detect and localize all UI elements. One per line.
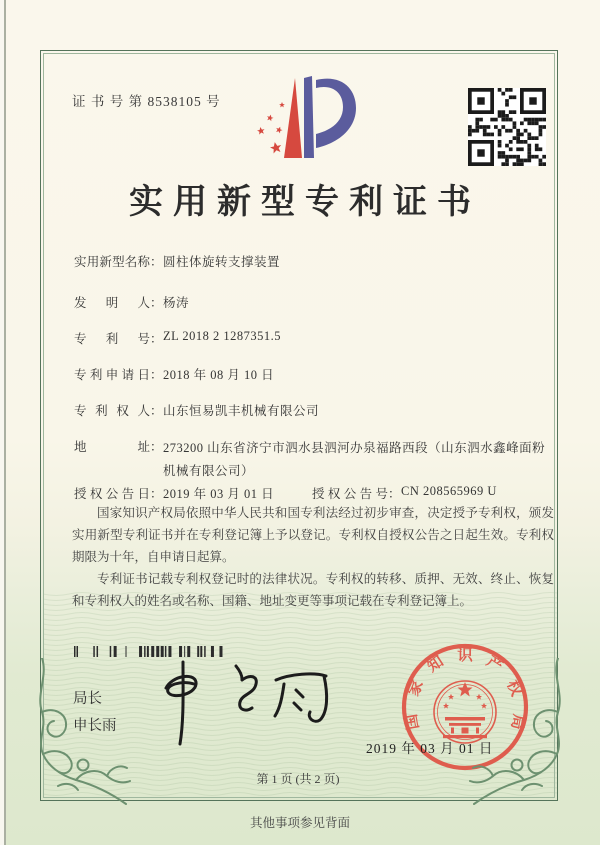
seal-char: 国	[402, 712, 423, 731]
field-row-address	[74, 437, 555, 483]
director-signature	[138, 650, 343, 755]
scan-paper-edge	[0, 0, 6, 845]
field-colon: ：	[150, 404, 163, 418]
director-name: 申长雨	[73, 718, 117, 734]
field-colon: ：	[150, 255, 163, 269]
seal-char: 知	[424, 652, 447, 676]
field-label: 专利权人	[74, 404, 150, 418]
field-colon: ：	[150, 487, 163, 501]
legal-paragraph: 国家知识产权局依照中华人民共和国专利法经过初步审查，决定授予专利权，颁发实用新型专利证书并在专利登记簿上予以登记。专利权自授权公告之日起生效。专利权期限为十年，自申请日起算。	[72, 506, 554, 564]
seal-char: 家	[405, 677, 427, 699]
field-colon: ：	[150, 296, 163, 310]
field-colon: ：	[150, 368, 163, 382]
field-value: 杨涛	[163, 296, 190, 310]
field-label: 授权公告号	[312, 487, 388, 501]
seal-char: 识	[457, 647, 473, 664]
field-value: 2019 年 03 月 01 日	[163, 487, 275, 501]
field-row-patent-no	[74, 329, 281, 347]
field-value: ZL 2018 2 1287351.5	[163, 329, 282, 343]
director-title: 局长	[73, 691, 102, 707]
field-label: 专利申请日	[74, 368, 150, 382]
grant-no-group	[312, 484, 497, 501]
cnipa-logo-icon	[246, 72, 361, 164]
certificate-title: 实用新型专利证书	[129, 184, 481, 221]
grant-date-group	[74, 484, 312, 502]
field-label: 授权公告日	[74, 487, 150, 501]
floral-ornament-icon	[28, 658, 133, 806]
legal-text-block	[72, 502, 554, 612]
field-colon: ：	[388, 487, 401, 501]
field-value: 273200 山东省济宁市泗水县泗河办泉福路西段（山东泗水鑫峰面粉机械有限公司）	[163, 441, 546, 478]
field-row-patentee	[74, 401, 319, 419]
page-number: 第 1 页 (共 2 页)	[256, 772, 340, 786]
field-label: 实用新型名称	[74, 255, 150, 269]
certificate-number: 证 书 号 第 8538105 号	[72, 94, 221, 109]
field-row-grant	[74, 484, 497, 502]
field-row-filing-date	[74, 365, 274, 383]
field-label: 地址	[74, 440, 150, 454]
field-colon: ：	[150, 332, 163, 346]
seal-date: 2019 年 03 月 01 日	[366, 741, 494, 756]
seal-char: 局	[507, 712, 528, 731]
field-row-name	[74, 252, 280, 270]
qr-code	[468, 88, 546, 166]
seal-char: 权	[503, 677, 525, 699]
field-value: 2018 年 08 月 10 日	[163, 368, 275, 382]
floral-ornament-icon	[467, 658, 572, 806]
field-value: CN 208565969 U	[401, 484, 497, 498]
seal-char: 产	[483, 652, 506, 676]
legal-paragraph: 专利证书记载专利权登记时的法律状况。专利权的转移、质押、无效、终止、恢复和专利权人的姓名或名称、国籍、地址变更等事项记载在专利登记簿上。	[72, 572, 554, 608]
field-colon: ：	[150, 440, 163, 454]
field-value: 山东恒易凯丰机械有限公司	[163, 404, 320, 418]
field-label: 专利号	[74, 332, 150, 346]
back-note: 其他事项参见背面	[249, 816, 350, 830]
field-row-inventor	[74, 293, 189, 311]
field-label: 发明人	[74, 296, 150, 310]
field-value: 圆柱体旋转支撑装置	[163, 255, 281, 269]
